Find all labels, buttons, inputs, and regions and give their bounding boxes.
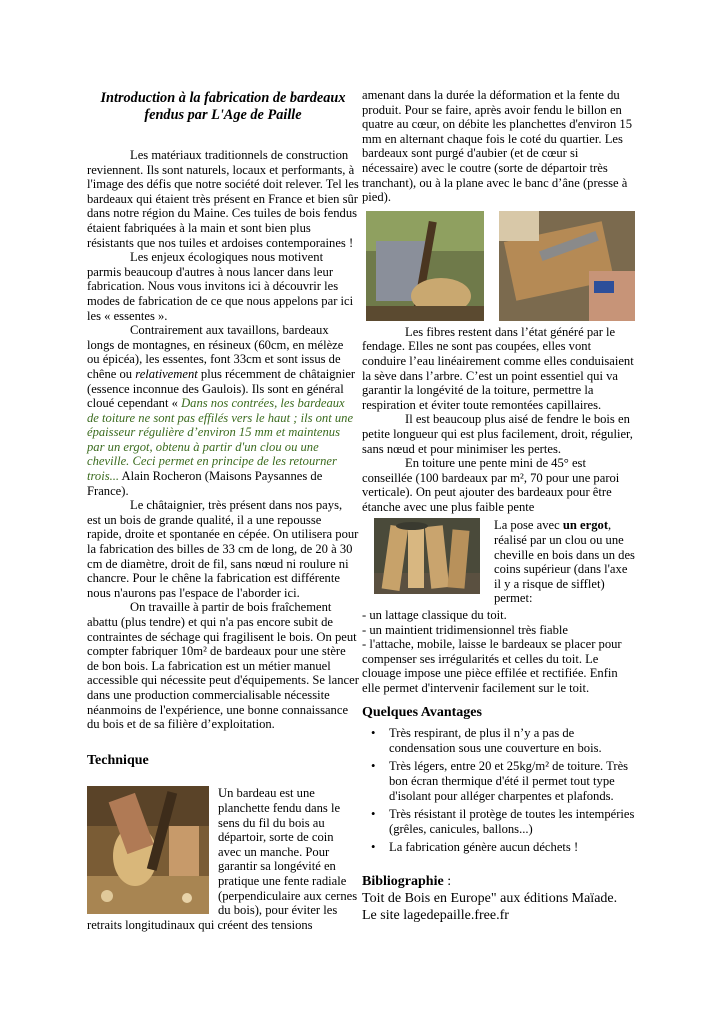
- cleaving-photo: [366, 211, 484, 321]
- fibres-paragraph: Les fibres restent dans l’état généré par le fendage. Elles ne sont pas coupées, elles vont conduire l’eau linéairement comme elles conduisaient la sève dans l’arbre. C’est un point essentiel qui va garantir la longévité de la toiture, permettre la respiration et éviter toute remontées capillaires.: [362, 324, 634, 412]
- bullet-icon: •: [371, 726, 376, 741]
- shaving-horse-illustration: [499, 211, 635, 321]
- photo-row: [362, 211, 637, 325]
- intro-paragraph: Les matériaux traditionnels de construction reviennent. Ils sont naturels, locaux et performants, à l'image des défis que notre société doit relever. Tel les bardeaux qui étaient très présent en France et bien sûr dans notre région du Maine. Ces tuiles de bois fendus étaient fabriquées à la main et sont bien plus résistants que nos tuiles et ardoises contemporaines !: [87, 148, 359, 250]
- list-item-text: La fabrication génère aucun déchets !: [389, 840, 579, 855]
- cleaving-illustration: [366, 211, 484, 321]
- shingles-illustration: [374, 518, 480, 594]
- technique-text: Un bardeau est une planchette fendu dans le sens du fil du bois au départoir, sorte de coin avec un manche. Pour garantir sa longévité en pratique une fente radiale (perpendiculaire aux cernes du bois), pour éviter les retraits longitudinaux qui créent des tensions: [87, 786, 358, 932]
- chataignier-paragraph: Le châtaignier, très présent dans nos pays, est un bois de grande qualité, il a une repousse rapide, droite et spontanée en cépée. On utilisera pour la fabrication des billes de 33 cm de long, de 20 à 30 cm de diamètre, droit de fil, sans nœud ni roulure ni chancre. Pour le chêne la fabrication est différente nous n'aurons pas l'espace de l'aborder ici.: [87, 498, 359, 600]
- avantages-list: [362, 726, 637, 855]
- bullet-icon: •: [371, 807, 376, 822]
- list-item-text: Très légers, entre 20 et 25kg/m² de toiture. Très bon écran thermique d'été il permet tout type d'isolant pour alléger charpentes et plafonds.: [389, 759, 629, 803]
- pose-list-item: - un lattage classique du toit.: [362, 608, 507, 623]
- pose-list-item: - l'attache, mobile, laisse le bardeaux se placer pour compenser ses irrégularités et celles du toit. Le clouage impose une pièce effilée et rectifiée. Enfin elle permet d'intervenir facilement sur le toit.: [362, 637, 622, 695]
- petite-longueur-paragraph: Il est beaucoup plus aisé de fendre le bois en petite longueur qui est plus facilement, droit, régulier, sans nœud et pour minimiser les pertes.: [362, 412, 633, 456]
- text-run: Contrairement aux tavaillons, bardeaux longs de montagnes, en résineux (60cm, en mélèze ou épicéa), les essentes, font 33cm et sont issus de chêne ou: [87, 323, 344, 381]
- text-run: plus récemment de châtaignier (essence inconnue des Gaulois). Ils sont en général cloué cependant «: [87, 366, 356, 411]
- splitting-wood-illustration: [87, 786, 209, 914]
- list-item: [362, 840, 637, 855]
- left-column: [87, 90, 359, 932]
- splitting-wood-photo: [87, 786, 209, 914]
- technique-block: [87, 786, 359, 932]
- text-run: , réalisé par un clou ou une cheville en bois dans un des coins supérieur (dans l'axe il y a risque de sifflet) permet:: [494, 518, 635, 606]
- quote-attribution: Alain Rocheron (Maisons Paysannes de France).: [87, 469, 323, 498]
- shingles-photo: [374, 518, 480, 594]
- bullet-icon: •: [371, 840, 376, 855]
- shaving-horse-photo: [499, 211, 635, 321]
- ergot-emphasis: un ergot: [562, 518, 609, 533]
- bibliography-heading: [362, 873, 637, 890]
- emphasis-text: relativement: [135, 366, 198, 381]
- technique-heading: Technique: [87, 752, 149, 768]
- pente-paragraph: En toiture une pente mini de 45° est conseillée (100 bardeaux par m², 70 pour une paroi verticale). On peut ajouter des bardeaux pour être étanche avec une plus faible pente: [362, 456, 620, 514]
- ecology-paragraph: Les enjeux écologiques nous motivent parmis beaucoup d'autres à nous lancer dans leur fabrication. Nous vous invitons ici à découvrir les modes de fabrication de ce que nous appelons par ici les « essentes ».: [87, 250, 354, 323]
- document-title: Introduction à la fabrication de bardeaux fendus par L'Age de Paille: [100, 90, 346, 123]
- list-item: [362, 726, 637, 755]
- bibliography-entry: Toit de Bois en Europe" aux éditions Maïade.: [362, 890, 618, 906]
- tavaillons-paragraph: [87, 323, 359, 498]
- pose-list-item: - un maintient tridimensionnel très fiable: [362, 622, 568, 637]
- pose-block: [362, 518, 637, 606]
- rocheron-quote: Dans nos contrées, les bardeaux de toiture ne sont pas effilés vers le haut ; ils ont une épaisseur régulière d’environ 15 mm et maintenus par un ergot, obtenu à partir d'un clou ou une cheville. Ceci permet en principe de les retourner trois...: [87, 396, 354, 484]
- list-item-text: Très résistant il protège de toutes les intempéries (grêles, canicules, ballons...): [389, 807, 635, 836]
- list-item-text: Très respirant, de plus il n’y a pas de condensation sous une couverture en bois.: [389, 726, 602, 755]
- right-column: [362, 88, 637, 924]
- bibliography-colon: :: [443, 873, 452, 889]
- list-item: [362, 759, 637, 803]
- deformation-paragraph: amenant dans la durée la déformation et la fente du produit. Pour se faire, après avoir fendu le billon en quatre au cœur, on débite les planchettes d'environ 15 mm en alternant chaque fois le coté du quartier. Les bardeaux sont purgé d'aubier (et de cœur si nécessaire) avec le coutre (sorte de départoir très tranchant), ou à la plane avec le banc d’âne (presse à pied).: [362, 88, 632, 205]
- avantages-heading: Quelques Avantages: [362, 704, 482, 720]
- bibliography: [362, 873, 637, 924]
- list-item: [362, 807, 637, 836]
- bibliography-label: Bibliographie: [362, 873, 444, 889]
- text-run: La pose avec: [494, 518, 563, 533]
- bois-frais-paragraph: On travaille à partir de bois fraîchement abattu (plus tendre) et qui n'a pas encore subit de contraintes de séchage qui fragilisent le bois. On peut compter fabriquer 10m² de bardeaux pour une stère de bon bois. La fabrication est un métier manuel accessible qui nécessite peut d'équipements. Se lancer dans une production commercialisable nécessite néanmoins de l'expérience, une bonne connaissance du bois et de sa filière d’exploitation.: [87, 600, 359, 732]
- bibliography-entry: Le site lagedepaille.free.fr: [362, 907, 509, 923]
- bullet-icon: •: [371, 759, 376, 774]
